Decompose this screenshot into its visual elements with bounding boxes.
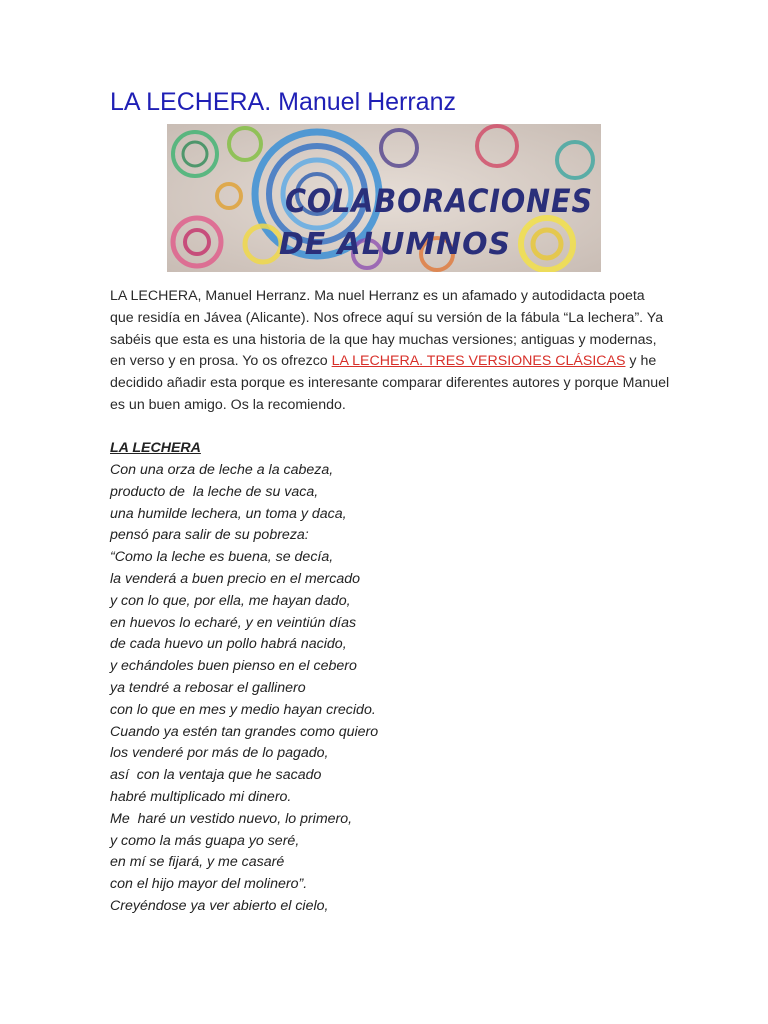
page-title: LA LECHERA. Manuel Herranz xyxy=(110,88,456,116)
poem-line: Me haré un vestido nuevo, lo primero, xyxy=(110,810,353,827)
poem-lines xyxy=(110,460,378,918)
poem-title: LA LECHERA xyxy=(110,440,201,456)
poem-line: una humilde lechera, un toma y daca, xyxy=(110,505,347,522)
banner-image xyxy=(167,124,601,272)
poem-line: con lo que en mes y medio hayan crecido. xyxy=(110,701,376,718)
banner-line-1: COLABORACIONES xyxy=(285,182,593,220)
intro-text-after-link: y he decidido añadir esta porque es interesante comparar diferentes autores y porque Manuel es un buen amigo. Os la recomiendo. xyxy=(110,353,670,413)
poem-line: “Como la leche es buena, se decía, xyxy=(110,549,334,566)
poem-line: y echándoles buen pienso en el cebero xyxy=(110,658,357,675)
poem-line: con el hijo mayor del molinero”. xyxy=(110,876,308,893)
poem-line: pensó para salir de su pobreza: xyxy=(110,527,309,544)
poem-line: Cuando ya estén tan grandes como quiero xyxy=(110,723,379,740)
poem-line: ya tendré a rebosar el gallinero xyxy=(110,679,306,696)
intro-text-before-link: LA LECHERA, Manuel Herranz. Ma nuel Herranz es un afamado y autodidacta poeta que residía en Jávea (Alicante). Nos ofrece aquí su versión de la fábula “La lechera”. Ya sabéis que esta es una historia de la que hay muchas versiones; antiguas y modernas, en verso y en prosa. Yo os ofrezco xyxy=(110,288,664,370)
poem-line: los venderé por más de lo pagado, xyxy=(110,745,329,762)
poem-line: así con la ventaja que he sacado xyxy=(110,767,322,784)
poem-line: la venderá a buen precio en el mercado xyxy=(110,570,361,587)
poem-line: y como la más guapa yo seré, xyxy=(110,832,300,849)
poem-line: Con una orza de leche a la cabeza, xyxy=(110,462,334,478)
poem-line: Creyéndose ya ver abierto el cielo, xyxy=(110,897,329,914)
banner-line-2: DE ALUMNOS xyxy=(279,227,511,262)
poem-line: de cada huevo un pollo habrá nacido, xyxy=(110,636,347,653)
poem-line: y con lo que, por ella, me hayan dado, xyxy=(110,592,351,609)
poem-line: producto de la leche de su vaca, xyxy=(110,483,319,500)
poem-line: habré multiplicado mi dinero. xyxy=(110,788,292,805)
poem-line: en mí se fijará, y me casaré xyxy=(110,854,285,871)
versions-link[interactable]: LA LECHERA. TRES VERSIONES CLÁSICAS xyxy=(331,353,626,370)
intro-paragraph xyxy=(110,286,670,417)
poem-line: en huevos lo echaré, y en veintiún días xyxy=(110,614,357,631)
